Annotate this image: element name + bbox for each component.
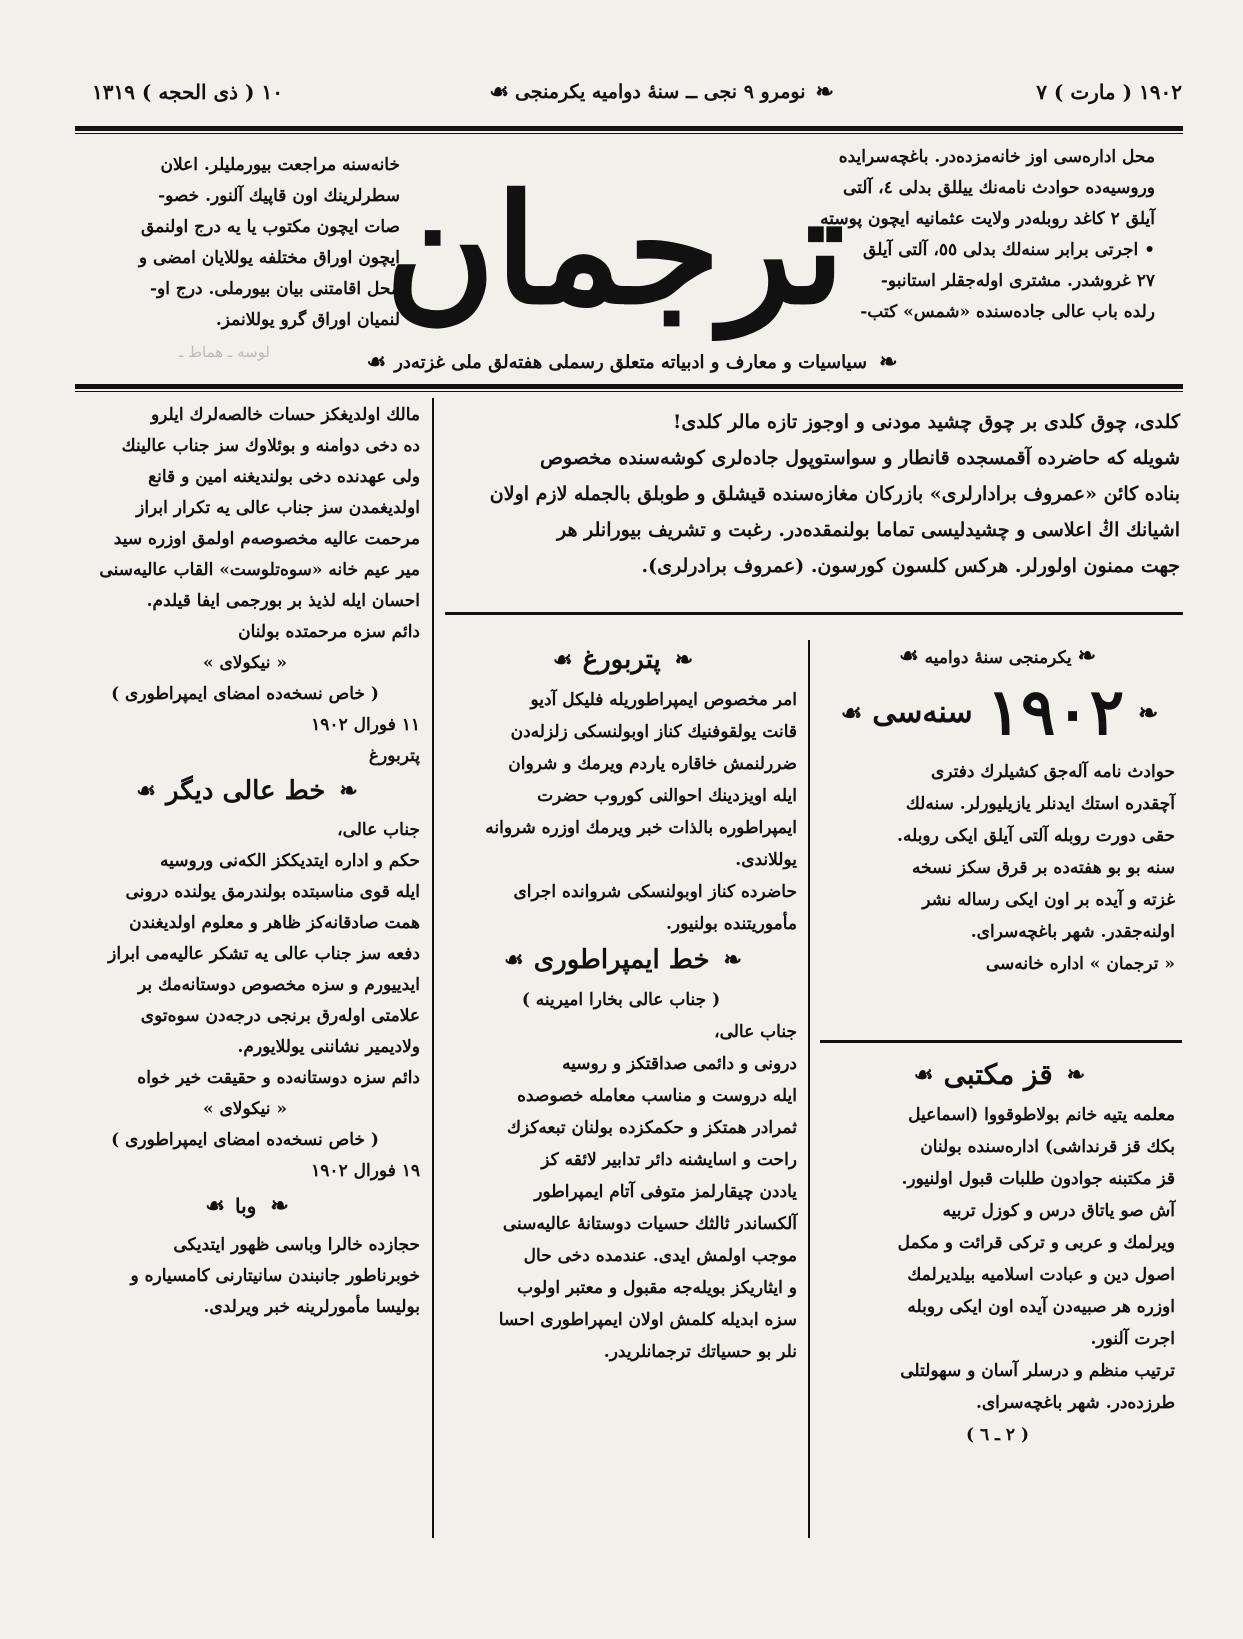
- advert-line: کلدی، چوق کلدی بر چوق چشید مودنی و اوجوز تازه مالر کلدی!: [673, 411, 1180, 433]
- text-line: حوادث نامە آلەجق کشیلرك دفتری: [930, 762, 1175, 782]
- ornament-icon: ☙: [366, 349, 383, 375]
- ornament-icon: ❧: [674, 647, 690, 673]
- info-line: رلدە باب عالی جادەسندە «شمس» کتب-: [860, 302, 1155, 322]
- subtitle-text: سیاسیات و معارف و ادبیاتە متعلق رسملی هفتەلق ملی غزتەدر: [394, 351, 868, 373]
- text-line: سزە ابدیلە کلمش اولان ایمپراطوری احسا: [498, 1310, 797, 1330]
- ornament-icon: ❧: [879, 349, 894, 375]
- year-number: ۱۹۰۲: [986, 675, 1125, 750]
- top-rule-thin: [75, 133, 1183, 134]
- advert-line: جهت ممنون اولورلر. هرکس کلسون کورسون. (عمروف برادرلری).: [641, 555, 1180, 577]
- masthead-rule-thin: [75, 391, 1183, 392]
- text-line: بولیسا مأمورلرینە خبر ویرلدی.: [203, 1297, 420, 1317]
- text-line: ولی عهدندە دخی بولندیغنە امین و قانع: [148, 467, 420, 487]
- ornament-icon: ☙: [504, 947, 520, 973]
- right-column-school: [820, 1055, 1175, 1451]
- text-line: معلمە یتیە خانم بولاطوقووا (اسماعیل: [908, 1105, 1175, 1125]
- ornament-icon: ☙: [913, 1062, 930, 1088]
- right-column: [820, 640, 1175, 980]
- signature-place: پتربورغ: [368, 746, 420, 766]
- text-line: آش صو یاتاق درس و کوزل تربیە: [942, 1201, 1175, 1221]
- info-line: محل اقامتنی بیان بیورملی. درج او-: [149, 279, 400, 299]
- ornament-icon: ☙: [136, 778, 152, 804]
- masthead-info-left: [70, 150, 400, 336]
- column-divider: [432, 398, 434, 1538]
- text-line: مالك اولدیغکز حسات خالصەلرك ایلرو: [150, 405, 420, 425]
- text-line: ایلە دروست و مناسب معاملە خصوصدە: [517, 1086, 797, 1106]
- text-line: مأموریتندە بولنیور.: [666, 914, 797, 934]
- text-line: اوزرە هر صبیەدن آیدە اون ایکی روبلە: [907, 1297, 1175, 1317]
- masthead-info-right: [815, 142, 1155, 328]
- heading-text: وبا: [234, 1194, 257, 1218]
- text-line: و ایثاریکز بویلەجە مقبول و معتبر اولوب: [517, 1278, 797, 1298]
- dateline-date-right: ۱۹۰۲ ( مارت ) ۷: [1036, 80, 1182, 104]
- heading-text: خط ایمپراطوری: [533, 945, 710, 975]
- info-line: وروسیەدە حوادث نامەنك ییللق بدلی ٤، آلتی: [842, 178, 1155, 198]
- text-line: نلر بو حسیاتك ترجمانلریدر.: [603, 1342, 797, 1362]
- text-line: ایدییورم و سزە مخصوص دوستانەمك بر: [138, 975, 420, 995]
- advert-line: شویلە کە حاضردە آقمسجدە قانطار و سواستوپول جادەلری کوشەسندە مخصوص: [540, 447, 1180, 469]
- ornament-icon: ❧: [723, 947, 738, 973]
- info-line: صات ایچون مکتوب یا یە درج اولنمق: [141, 217, 400, 237]
- heading-text: پتربورغ: [582, 645, 661, 675]
- signature: « نیکولای »: [202, 1099, 288, 1119]
- text-line: علامتی اولەرق برنجی درجەدن سوەتوی: [140, 1006, 420, 1026]
- ornament-icon: ❧: [1138, 698, 1155, 727]
- signature-note: ( خاص نسخەدە امضای ایمپراطوری ): [111, 684, 379, 704]
- issue-number: نومرو ۹ نجی ــ سنهٔ دوامیه یکرمنجی: [514, 81, 806, 103]
- advert-line: اشیانك اڭ اعلاسی و چشیدلیسی تماما بولنمقدەدر. رغبت و تشریف بیورانلر هر: [557, 519, 1180, 541]
- advert-rule: [445, 612, 1183, 615]
- masthead-rule: [75, 384, 1183, 389]
- text-line: ایلە اویزدینك احوالنی کوروب حضرت: [537, 786, 797, 806]
- signature-note: ( خاص نسخەدە امضای ایمپراطوری ): [111, 1130, 379, 1150]
- dateline-issue: [489, 79, 830, 105]
- dateline-date-left: ۱۰ ( ذی الحجه ) ۱۳۱۹: [92, 80, 283, 104]
- ornament-icon: ❧: [815, 79, 830, 105]
- text-line: موجب اولمش ایدی. عندمدە دخی حال: [523, 1246, 797, 1266]
- ornament-icon: ❧: [1066, 1062, 1082, 1088]
- text-line: درونی و دائمی صداقتکز و روسیە: [562, 1054, 797, 1074]
- text-line: دفعە سز جناب عالی یە تشکر عالیەمی ابراز: [108, 944, 420, 964]
- heading-text: قز مکتبی: [943, 1058, 1053, 1091]
- section-heading: [445, 944, 797, 976]
- info-line: • اجرتی برابر سنەلك بدلی ٥٥، آلتی آیلق: [863, 240, 1155, 260]
- subheading: ( جناب عالی بخارا امیرینە ): [521, 990, 721, 1010]
- text-line: ثمرادر همتکز و حکمکزدە بولنان تبعەکزك: [506, 1118, 797, 1138]
- text-line: مرحمت عالیە مخصوصەم اولمق اوزرە سید: [113, 529, 420, 549]
- text-line: خوبرناطور جانبندن سانیتارنی کامسیارە و: [130, 1266, 420, 1286]
- ornament-icon: ☙: [489, 79, 505, 105]
- ornament-icon: ☙: [552, 647, 569, 673]
- section-heading: [820, 1059, 1175, 1091]
- text-line: حکم و ادارە ایتدیککز الکەنی وروسیە: [160, 851, 420, 871]
- text-line: سنە بو بو هفتەدە بر قرق سکز نسخە: [911, 858, 1175, 878]
- year-word: سنەسی: [872, 695, 973, 730]
- text-line: امر مخصوص ایمپراطوریلە فلیکل آدیو: [530, 690, 797, 710]
- text-line: دائم سزە مرحمتدە بولنان: [238, 622, 420, 642]
- intro-line: [820, 640, 1175, 674]
- info-line: ایچون اوراق مختلفە یوللایان امضی و: [138, 248, 400, 268]
- info-line: خانەسنە مراجعت بیورملیلر. اعلان: [160, 155, 400, 175]
- ornament-icon: ☙: [205, 1193, 221, 1219]
- masthead-title: ترجمان: [385, 162, 845, 338]
- text-line: جناب عالی،: [337, 820, 420, 840]
- signature-date: ۱۹ فورال ۱۹۰۲: [311, 1161, 420, 1181]
- text-line: ترتیب منظم و درسلر آسان و سهولتلی: [900, 1361, 1175, 1381]
- issue-marker: ( ۲ ـ ٦ ): [965, 1425, 1030, 1445]
- signature-date: ۱۱ فورال ۱۹۰۲: [311, 715, 420, 735]
- left-column: [70, 400, 420, 1323]
- text-line: حاضردە کناز اوبولنسکی شرواندە اجرای: [513, 882, 797, 902]
- text-line: دە دخی دوامنە و بوئلاوك سز جناب عالینك: [121, 436, 420, 456]
- text-line: میر عیم خانە «سوەتلوست» القاب عالیەسنی: [99, 560, 420, 580]
- middle-column: [445, 640, 797, 1368]
- year-heading: [820, 675, 1175, 750]
- signature: « نیکولای »: [202, 653, 288, 673]
- text-line: آچقدرە استك ایدنلر یازیلیورلر. سنەلك: [905, 794, 1175, 814]
- heading-text: خط عالی دیگر: [165, 776, 326, 806]
- text-line: « ترجمان » ادارە خانەسی: [985, 954, 1175, 974]
- faded-note: لوسه ـ هماط ـ: [178, 343, 270, 361]
- advert-block: [445, 404, 1180, 584]
- text-line: یوللاندی.: [735, 850, 797, 870]
- dateline: [92, 72, 1182, 112]
- text-line: اولنەجقدر. شهر باغچەسرای.: [970, 922, 1175, 942]
- text-line: ویرلمك و عربی و ترکی قرائت و مکمل: [897, 1233, 1175, 1253]
- section-heading: [70, 776, 420, 807]
- section-rule: [820, 1040, 1182, 1043]
- column-divider: [808, 640, 810, 1538]
- text-line: ایمپراطورە بالذات خبر ویرمك اوزرە شروانە: [485, 818, 797, 838]
- advert-line: بنادە کائن «عمروف برادارلری» بازرکان مغازەسندە قیشلق و طوبلق بالجملە لازم اولان: [489, 483, 1180, 505]
- top-rule: [75, 126, 1183, 131]
- text-line: همت صادقانەکز ظاهر و معلوم اولدیغندن: [129, 913, 420, 933]
- text-line: غزتە و آیدە بر اون ایکی رسالە نشر: [922, 890, 1175, 910]
- text-line: اصول دین و عبادت اسلامیە بیلدیرلمك: [907, 1265, 1175, 1285]
- text-line: بکك قز قرنداشی) ادارەسندە بولنان: [920, 1137, 1175, 1157]
- text-line: اولدیغمدن سز جناب عالی یە تکرار ابراز: [136, 498, 420, 518]
- ornament-icon: ❧: [339, 778, 354, 804]
- intro-text: یکرمنجی سنهٔ دوامیه: [924, 648, 1072, 668]
- info-line: محل ادارەسی اوز خانەمزدەدر. باغچەسرایدە: [838, 147, 1155, 167]
- masthead-subtitle: [320, 344, 940, 380]
- text-line: احسان ایلە لذیذ بر بورجمی ایفا قیلدم.: [146, 591, 420, 611]
- text-line: ایلە قوی مناسبتدە بولندرمق یولندە درونی: [125, 882, 420, 902]
- text-line: طرزدەدر. شهر باغچەسرای.: [975, 1393, 1175, 1413]
- ornament-icon: ❧: [1077, 643, 1097, 669]
- info-line: آیلق ۲ کاغد روبلەدر ولایت عثمانیە ایچون پوستە: [820, 209, 1155, 229]
- section-heading: [70, 1191, 420, 1222]
- info-line: ۲۷ غروشدر. مشتری اولەجقلر استانبو-: [880, 271, 1155, 291]
- text-line: یاددن چیقارلمز متوفی آتام ایمپراطور: [534, 1182, 797, 1202]
- text-line: جناب عالی،: [714, 1022, 797, 1042]
- info-line: لنمیان اوراق گرو یوللانمز.: [215, 310, 400, 330]
- ornament-icon: ☙: [898, 643, 919, 669]
- text-line: حقی دورت روبلە آلتی آیلق ایکی روبلە.: [897, 826, 1175, 846]
- text-line: ضررلنمش خاقارە یاردم ویرمك و شروان: [508, 754, 797, 774]
- ornament-icon: ☙: [840, 698, 859, 727]
- section-heading: [445, 644, 797, 676]
- text-line: ولادیمیر نشاننی یوللایورم.: [237, 1037, 420, 1057]
- info-line: سطرلرینك اون قاپیك آلنور. خصو-: [158, 186, 400, 206]
- text-line: حجازدە خالرا وباسی ظهور ایتدیکی: [173, 1235, 420, 1255]
- text-line: قز مکتبنە جوادون طلبات قبول اولنیور.: [901, 1169, 1175, 1189]
- ornament-icon: ❧: [270, 1193, 285, 1219]
- text-line: راحت و اسایشنە دائر تدابیر لائقە کز: [541, 1150, 797, 1170]
- text-line: اجرت آلنور.: [1090, 1329, 1175, 1349]
- text-line: آلکساندر ثالثك حسیات دوستانۀ عالیەسنی: [502, 1214, 797, 1234]
- text-line: دائم سزە دوستانەدە و حقیقت خیر خواه: [137, 1068, 420, 1088]
- text-line: قانت یولقوفنیك کناز اوبولنسکی زلزلەدن: [510, 722, 797, 742]
